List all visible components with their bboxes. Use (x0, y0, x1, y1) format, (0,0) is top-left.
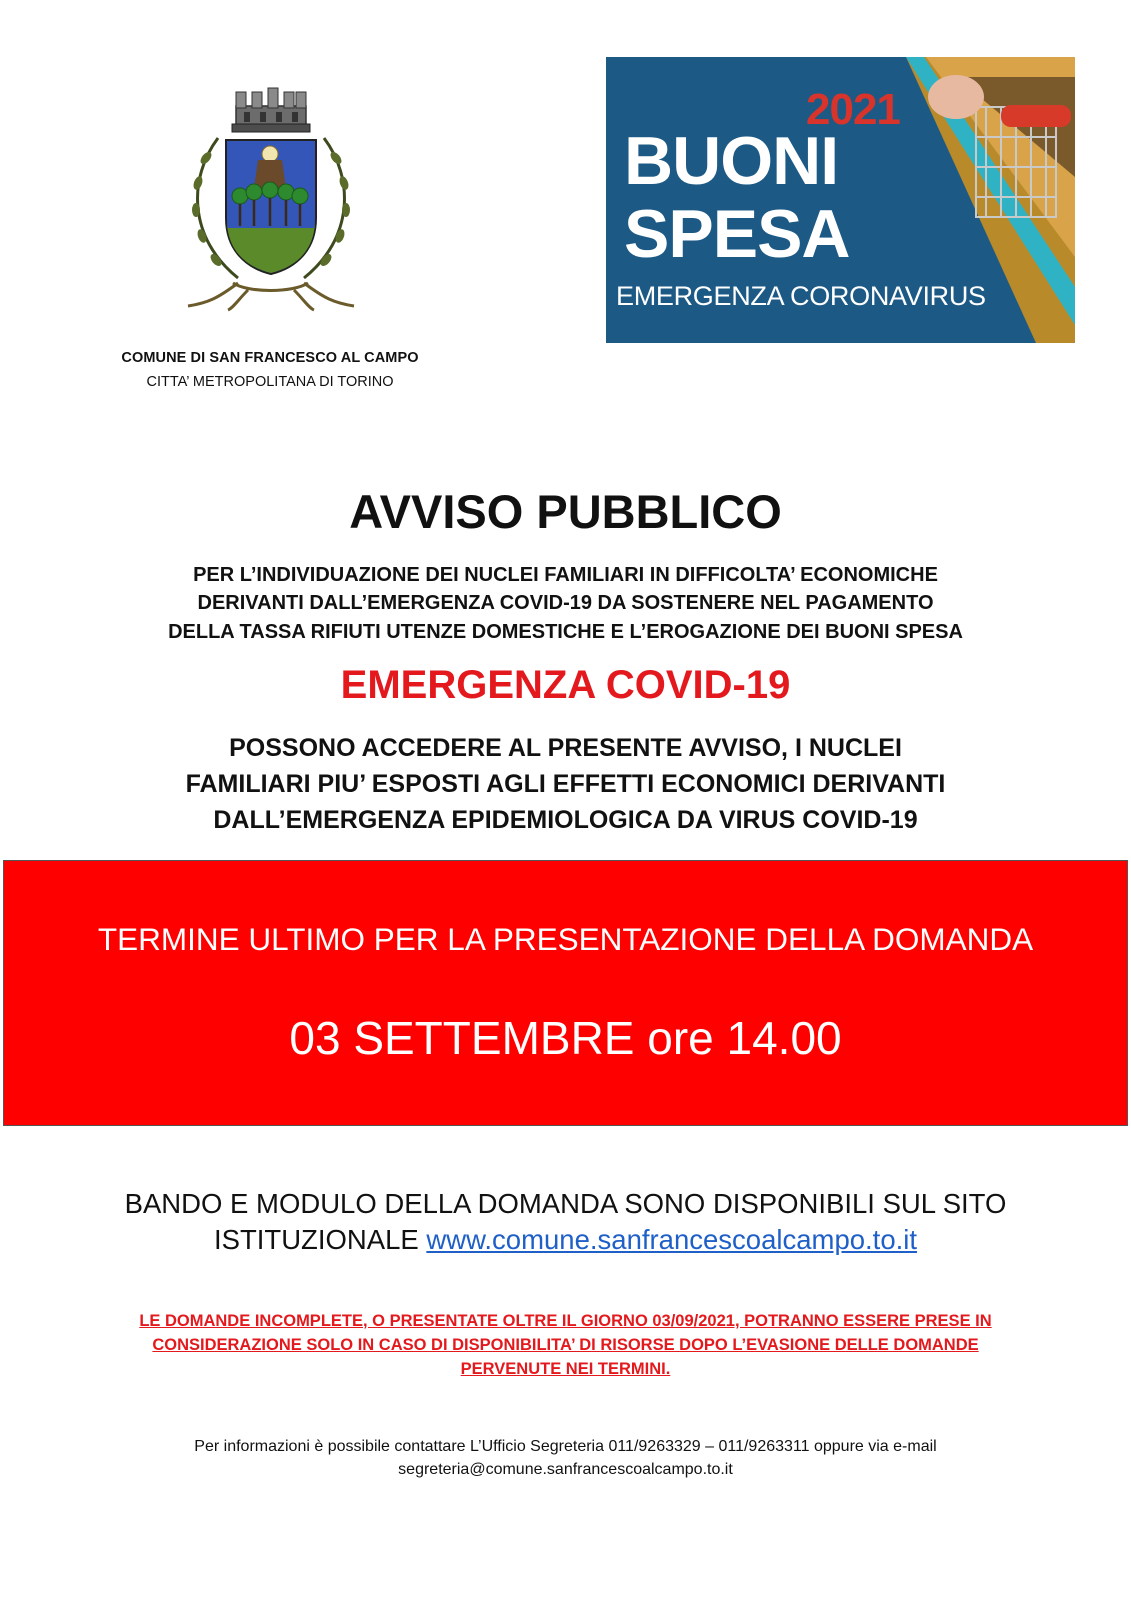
coat-of-arms-logo (178, 78, 364, 318)
eligibility-line: DALL’EMERGENZA EPIDEMIOLOGICA DA VIRUS COVID-19 (213, 806, 918, 834)
banner-line2: SPESA (624, 196, 850, 272)
availability-prefix: ISTITUZIONALE (213, 1224, 427, 1255)
deadline-label: TERMINE ULTIMO PER LA PRESENTAZIONE DELLA DOMANDA (97, 921, 1034, 957)
warning-line: LE DOMANDE INCOMPLETE, O PRESENTATE OLTRE IL GIORNO 03/09/2021, POTRANNO ESSERE PRESE IN (139, 1312, 992, 1330)
intro-line: DERIVANTI DALL’EMERGENZA COVID-19 DA SOSTENERE NEL PAGAMENTO (197, 592, 934, 614)
warning-line: CONSIDERAZIONE SOLO IN CASO DI DISPONIBILITA’ DI RISORSE DOPO L’EVASIONE DELLE DOMANDE (152, 1336, 979, 1354)
notice-title: AVVISO PUBBLICO (349, 485, 782, 538)
comune-name: COMUNE DI SAN FRANCESCO AL CAMPO (121, 350, 419, 366)
banner-subtitle: EMERGENZA CORONAVIRUS (616, 281, 986, 311)
deadline-box (3, 860, 1128, 1126)
warning-line: PERVENUTE NEI TERMINI. (460, 1360, 671, 1378)
contact-email[interactable]: segreteria@comune.sanfrancescoalcampo.to.it (398, 1461, 733, 1478)
availability-line (0, 1224, 1131, 1256)
deadline-date: 03 SETTEMBRE ore 14.00 (289, 1012, 842, 1064)
emergency-heading: EMERGENZA COVID-19 (340, 663, 791, 707)
buoni-spesa-banner (606, 57, 1075, 343)
banner-line1: BUONI (624, 123, 839, 199)
intro-line: DELLA TASSA RIFIUTI UTENZE DOMESTICHE E L’EROGAZIONE DEI BUONI SPESA (168, 621, 963, 643)
intro-line: PER L’INDIVIDUAZIONE DEI NUCLEI FAMILIARI IN DIFFICOLTA’ ECONOMICHE (193, 564, 938, 586)
eligibility-line: POSSONO ACCEDERE AL PRESENTE AVVISO, I NUCLEI (229, 734, 902, 762)
comune-subtitle: CITTA’ METROPOLITANA DI TORINO (146, 374, 394, 390)
eligibility-line: FAMILIARI PIU’ ESPOSTI AGLI EFFETTI ECONOMICI DERIVANTI (185, 770, 946, 798)
website-link[interactable]: www.comune.sanfrancescoalcampo.to.it (426, 1224, 918, 1255)
availability-line: BANDO E MODULO DELLA DOMANDA SONO DISPONIBILI SUL SITO (124, 1188, 1007, 1219)
banner-year: 2021 (806, 85, 900, 134)
contact-info: Per informazioni è possibile contattare L’Ufficio Segreteria 011/9263329 – 011/9263311 oppure via e-mail (194, 1438, 937, 1455)
crown-icon (232, 88, 310, 132)
